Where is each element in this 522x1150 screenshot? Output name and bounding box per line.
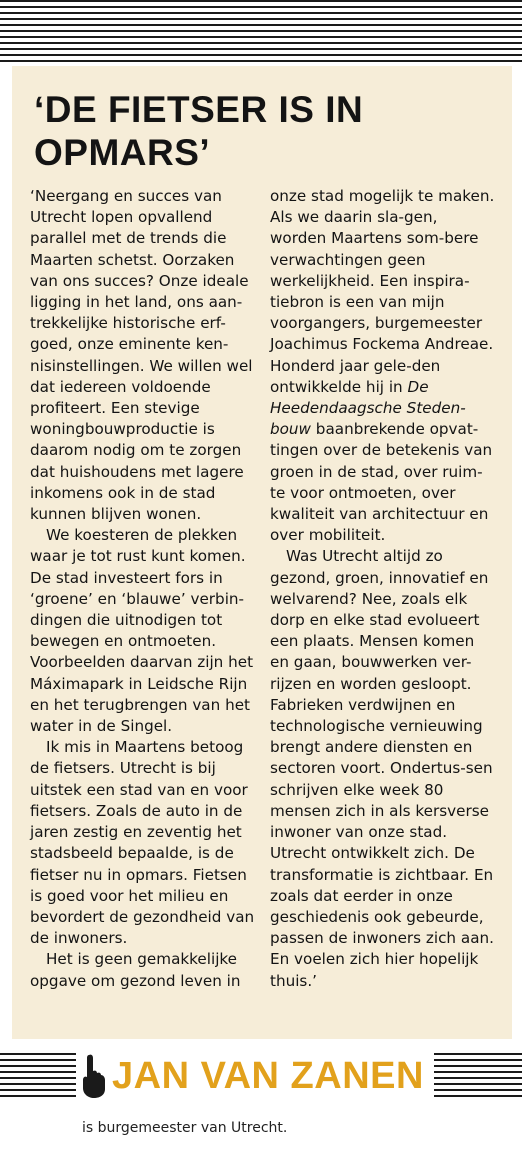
paragraph: We koesteren de plekken waar je tot rust kunt komen. De stad investeert fors in ‘groene’ en ‘blauwe’ verbin-dingen die uitnodigen tot bewegen en ontmoeten. Voorbeelden daarvan zijn het Máximapark in Leidsche Rijn en het terugbrengen van het water in de Singel. [30,526,254,736]
article-headline: ‘DE FIETSER IS IN OPMARS’ [34,89,364,173]
paragraph-text: onze stad mogelijk te maken. Als we daarin sla-gen, worden Maartens som-bere verwachtingen geen werkelijkheid. Een inspira-tiebron is een van mijn voorgangers, burgemeester Joachimus Fockema Andreae. Honderd jaar gele-den ontwikkelde hij in [270,187,495,396]
author-role: is burgemeester van Utrecht. [82,1120,288,1136]
paragraph [270,186,496,546]
book-title: De Heedendaagsche Steden-bouw [270,377,466,439]
pointing-hand-icon [80,1053,106,1099]
article-column-left [30,186,256,992]
paragraph: Het is geen gemakkelijke opgave om gezond leven in [30,950,241,990]
paragraph: Ik mis in Maartens betoog de fietsers. Utrecht is bij uitstek een stad van en voor fietsers. Zoals de auto in de jaren zestig en zeventig het stadsbeeld bepaalde, is de fietser nu in opmars. Fietsen is goed voor het milieu en bevordert de gezondheid van de inwoners. [30,738,255,948]
decorative-stripes-top [0,0,522,62]
paragraph: ‘Neergang en succes van Utrecht lopen opvallend parallel met de trends die Maarten schetst. Oorzaken van ons succes? Onze ideale ligging in het land, ons aan-trekkelijke historische erf-goed, onze eminente ken-nisinstellingen. We willen wel dat iedereen voldoende profiteert. Een stevige woningbouwproductie is daarom nodig om te zorgen dat huishoudens met lagere inkomens ook in de stad kunnen blijven wonen. [30,187,253,524]
article-column-right [270,186,496,992]
paragraph-text: baanbrekende opvat-tingen over de betekenis van groen in de stad, over ruim-te voor ontmoeten, over kwaliteit van architectuur en over mobiliteit. [270,420,493,545]
paragraph: Was Utrecht altijd zo gezond, groen, innovatief en welvarend? Nee, zoals elk dorp en elke stad evolueert een plaats. Mensen komen en gaan, bouwwerken ver-rijzen en worden gesloopt. Fabrieken verdwijnen en technologische vernieuwing brengt andere diensten en sectoren voort. Ondertus-sen schrijven elke week 80 mensen zich in als kersverse inwoner van onze stad. Utrecht ontwikkelt zich. De transformatie is zichtbaar. En zoals dat eerder in onze geschiedenis ook gebeurde, passen de inwoners zich aan. En voelen zich hier hopelijk thuis.’ [270,547,494,990]
author-signature [76,1049,434,1103]
author-name: JAN VAN ZANEN [112,1055,424,1097]
